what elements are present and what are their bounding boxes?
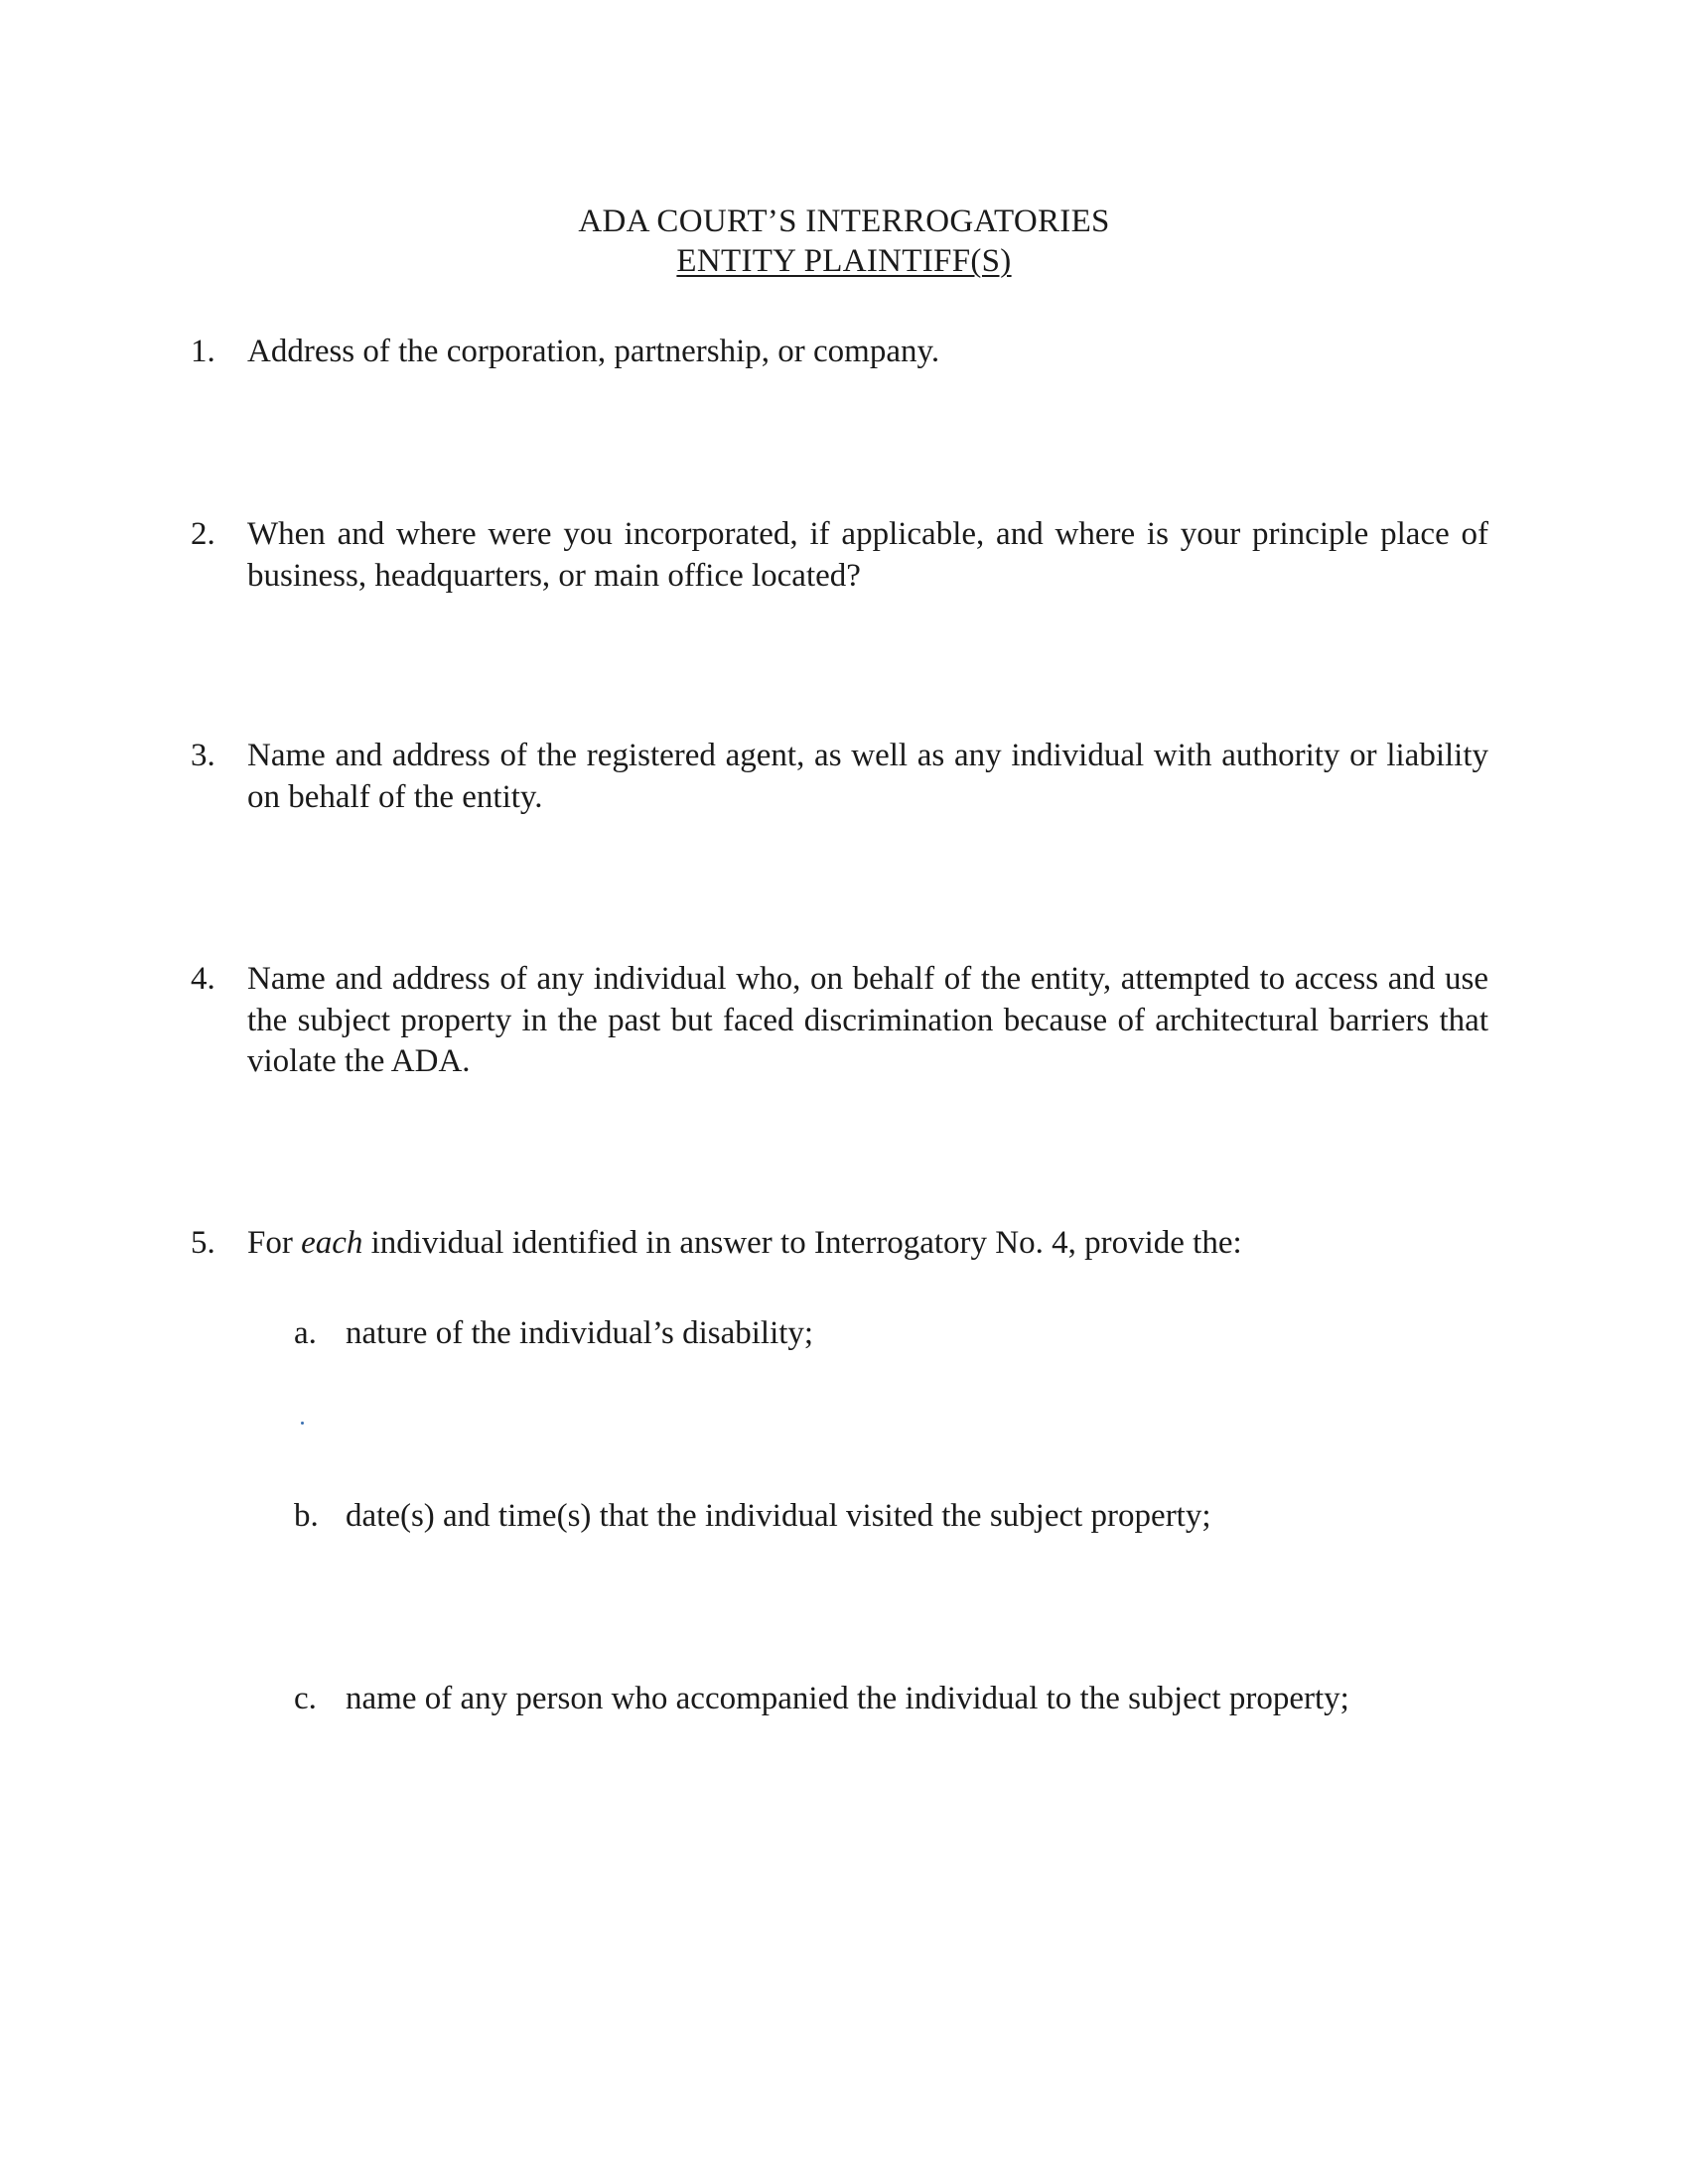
interrogatory-text xyxy=(247,1223,1488,1265)
stray-mark xyxy=(301,1422,304,1425)
interrogatory-number: 3. xyxy=(191,738,215,773)
interrogatory-5 xyxy=(191,1223,1488,1265)
subitem-a xyxy=(294,1313,1485,1355)
interrogatory-1 xyxy=(191,332,1488,373)
subitem-text: nature of the individual’s disability; xyxy=(346,1315,814,1351)
interrogatory-text: Name and address of the registered agent, as well as any individual with authority or liability on behalf of the entity. xyxy=(247,738,1488,815)
subitem-b xyxy=(294,1496,1485,1538)
interrogatory-number: 1. xyxy=(191,334,215,369)
subitem-letter: c. xyxy=(294,1681,317,1716)
interrogatory-text: When and where were you incorporated, if applicable, and where is your principle place of business, headquarters, or main office located? xyxy=(247,516,1488,594)
document-subtitle: ENTITY PLAINTIFF(S) xyxy=(676,243,1012,279)
subitem-text: name of any person who accompanied the individual to the subject property; xyxy=(346,1681,1349,1716)
interrogatory-number: 2. xyxy=(191,516,215,552)
interrogatory-number: 4. xyxy=(191,961,215,997)
interrogatory-3 xyxy=(191,736,1488,818)
subitem-text: date(s) and time(s) that the individual visited the subject property; xyxy=(346,1498,1211,1534)
subitem-letter: b. xyxy=(294,1498,319,1534)
interrogatory-text-tail: individual identified in answer to Interrogatory No. 4, provide the: xyxy=(362,1225,1242,1261)
interrogatory-2 xyxy=(191,514,1488,597)
document-title: ADA COURT’S INTERROGATORIES xyxy=(578,204,1110,239)
subitem-c xyxy=(294,1679,1485,1720)
subitem-letter: a. xyxy=(294,1315,317,1351)
interrogatory-text: Name and address of any individual who, on behalf of the entity, attempted to access and use the subject property in the past but faced discrimination because of architectural barriers that violate the ADA. xyxy=(247,961,1488,1079)
interrogatory-text-lead: For xyxy=(247,1225,302,1261)
interrogatory-text-emphasis: each xyxy=(301,1225,363,1261)
interrogatory-text: Address of the corporation, partnership, or company. xyxy=(247,334,940,369)
interrogatory-4 xyxy=(191,959,1488,1083)
interrogatory-number: 5. xyxy=(191,1225,215,1261)
